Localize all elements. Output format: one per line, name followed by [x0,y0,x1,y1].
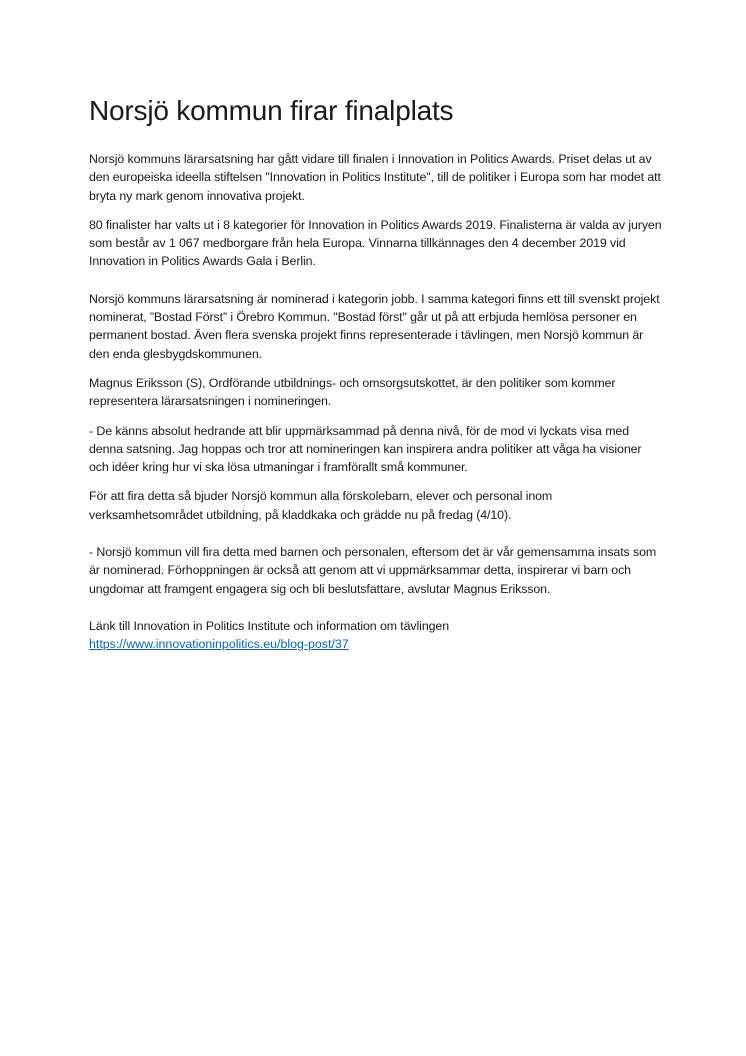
paragraph-quote-2: - Norsjö kommun vill fira detta med barnen och personalen, eftersom det är vår gemensamma insats som är nominerad. Förhoppningen är också att genom att vi uppmärksammar detta, inspirerar vi barn och ungdomar att framgent engagera sig och bli beslutsfattare, avslutar Magnus Eriksson. [89,545,657,596]
paragraph-finalists: 80 finalister har valts ut i 8 kategorier för Innovation in Politics Awards 2019. Finalisterna är valda av juryen som består av 1 067 medborgare från hela Europa. Vinnarna tillkännages den 4 december 2019 vid Innovation in Politics Awards Gala i Berlin. [89,217,662,269]
document-title: Norsjö kommun firar finalplats [89,95,454,126]
external-link[interactable]: https://www.innovationinpolitics.eu/blog-post/37 [89,637,349,652]
paragraph-quote-1: - De känns absolut hedrande att blir uppmärksammad på denna nivå, för de mod vi lyckats visa med denna satsning. Jag hoppas och tror att nomineringen kan inspirera andra politiker att våga ha visioner och idéer kring hur vi ska lösa utmaningar i framförallt små kommuner. [89,423,642,475]
paragraph-representative: Magnus Eriksson (S), Ordförande utbildnings- och omsorgsutskottet, är den politiker som kommer representera lärarsatsningen i nomineringen. [89,375,616,409]
paragraph-celebration: För att fira detta så bjuder Norsjö kommun alla förskolebarn, elever och personal inom verksamhetsområdet utbildning, på kladdkaka och grädde nu på fredag (4/10). [89,489,553,522]
document-page [89,92,664,654]
paragraph-nomination: Norsjö kommuns lärarsatsning är nominerad i kategorin jobb. I samma kategori finns ett till svenskt projekt nominerat, ”Bostad Först” i Örebro Kommun. "Bostad först" går ut på att erbjuda hemlösa personer en permanent bostad. Även flera svenska projekt finns representerade i tävlingen, men Norsjö kommun är den enda glesbygdskommunen. [89,291,660,361]
link-label: Länk till Innovation in Politics Institute och information om tävlingen [89,618,449,633]
paragraph-intro: Norsjö kommuns lärarsatsning har gått vidare till finalen i Innovation in Politics Awards. Priset delas ut av den europeiska ideella stiftelsen "Innovation in Politics Institute", till de politiker i Europa som har modet att bryta ny mark genom innovativa projekt. [89,152,661,203]
